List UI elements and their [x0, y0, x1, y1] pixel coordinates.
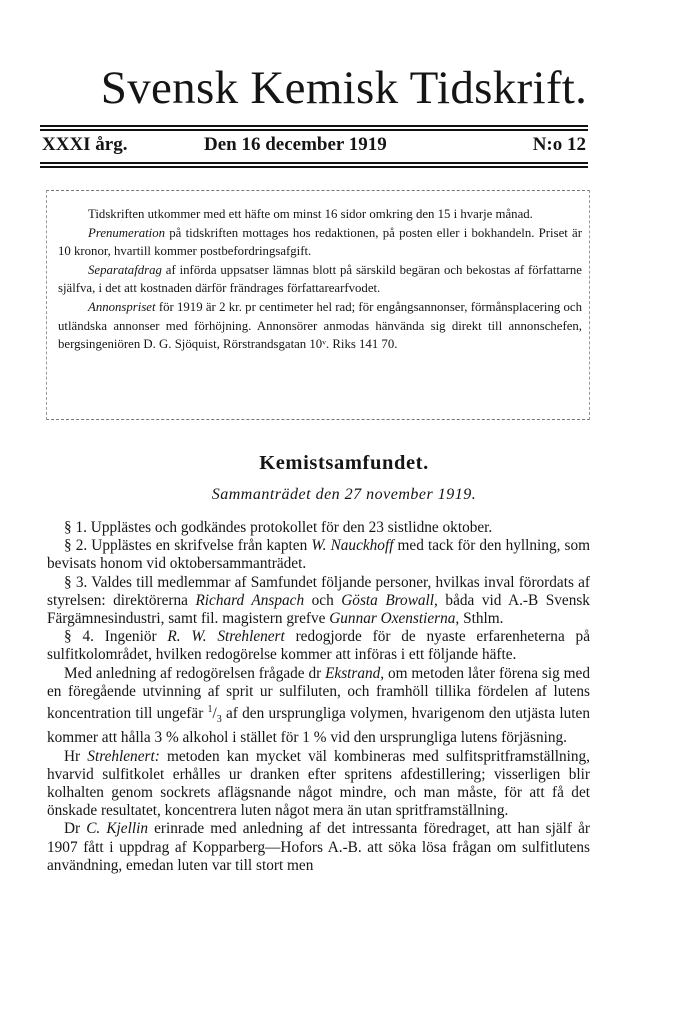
- masthead-rule-bottom-2: [40, 166, 588, 168]
- issue-number: N:o 12: [532, 134, 586, 155]
- person-name: C. Kjellin: [86, 820, 148, 838]
- notice-body: [58, 205, 582, 354]
- paragraph-kjellin: Dr C. Kjellin erinrade med anledning af det intressanta föredraget, att han själf år 1907 fått i uppdrag af Kopparberg—Hofors A.-B. att söka lösa frågan om sulfitlutens användning, emedan luten var till stort men: [47, 820, 590, 874]
- masthead-rule-top-2: [40, 129, 588, 131]
- masthead-rule-top-1: [40, 125, 588, 127]
- paragraph-ekstrand: Med anledning af redogörelsen frågade dr Ekstrand, om metoden låter förena sig med en föregående utvinning af sprit ur sulfiluten, och framhöll tillika fördelen af lutens koncentration till ungefär $^1/_3$ af den ursprungliga volymen, hvarigenom den utjästa luten kommer att hålla 3 % alkohol i stället för 1 % vid den ursprungliga lutens förjäsning.: [47, 664, 590, 747]
- paragraph-section-4: § 4. Ingeniör R. W. Strehlenert redogjorde för de nyaste erfarenheterna på sulfitkolområdet, hvilken redogörelse kommer att införas i ett följande häfte.: [47, 628, 590, 664]
- article-heading: Kemistsamfundet.: [259, 452, 429, 474]
- notice-lead-offprints: Separatafdrag: [88, 262, 162, 277]
- person-name: Ekstrand,: [325, 664, 385, 682]
- masthead-rule-bottom-1: [40, 162, 588, 164]
- person-name: Gösta Browall,: [341, 591, 438, 609]
- notice-paragraph-advertising: Annonspriset för 1919 är 2 kr. pr centimeter hel rad; för engångsannonser, förmånsplacering och utländska annonser med förhöjning. Annonsörer anmodas hänvända sig direkt till annonschefen, bergsingeniören D. G. Sjöquist, Rörstrandsgatan 10ᵛ. Riks 141 70.: [58, 299, 582, 352]
- notice-paragraph-subscription: Prenumeration på tidskriften mottages hos redaktionen, på posten eller i bokhandeln. Priset är 10 kronor, hvartill kommer postbefordringsafgift.: [58, 225, 582, 259]
- issue-date: Den 16 december 1919: [204, 134, 387, 155]
- person-name: Strehlenert:: [87, 747, 160, 765]
- subscription-notice-box: [46, 190, 590, 420]
- notice-paragraph-publication: Tidskriften utkommer med ett häfte om minst 16 sidor omkring den 15 i hvarje månad.: [88, 207, 533, 221]
- person-name: R. W. Strehlenert: [167, 628, 285, 646]
- person-name: Richard Anspach: [195, 591, 305, 609]
- paragraph-section-3: § 3. Valdes till medlemmar af Samfundet följande personer, hvilkas inval förordats af styrelsen: direktörerna Richard Anspach och Gösta Browall, båda vid A.-B Svensk Färgämnesindustri, samt fil. magistern grefve Gunnar Oxenstierna, Sthlm.: [47, 573, 590, 628]
- notice-lead-subscription: Prenumeration: [88, 225, 166, 240]
- notice-paragraph-offprints: Separatafdrag af införda uppsatser lämnas blott på särskild begäran och bekostas af författarne själfva, i det att kostnaden därför frändrages författarearfvodet.: [58, 262, 582, 296]
- issue-volume: XXXI årg.: [42, 134, 128, 155]
- notice-lead-advertising: Annonspriset: [88, 299, 156, 314]
- fraction: $^1/_3$: [207, 704, 222, 726]
- issue-line: [42, 132, 586, 158]
- paragraph-section-2: § 2. Upplästes en skrifvelse från kapten W. Nauckhoff med tack för den hyllning, som bevisats honom vid oktobersammanträdet.: [47, 537, 590, 573]
- article-subheading: Sammanträdet den 27 november 1919.: [211, 486, 477, 503]
- masthead-title: Svensk Kemisk Tidskrift.: [100, 62, 588, 114]
- paragraph-section-1: § 1. Upplästes och godkändes protokollet för den 23 sistlidne oktober.: [64, 519, 493, 536]
- person-name: W. Nauckhoff: [311, 537, 394, 555]
- person-name: Gunnar Oxenstierna,: [329, 610, 460, 628]
- article-body: [47, 519, 590, 875]
- paragraph-strehlenert: Hr Strehlenert: metoden kan mycket väl kombineras med sulfitspritframställning, hvarvid sulfitkolet erhålles ur dranken efter spritens afdestillering; visserligen blir kolhalten genom sockrets aflägsnande något mindre, och man måste, för att få det önskade resultatet, koncentrera luten något mera än utan spritframställning.: [47, 747, 590, 820]
